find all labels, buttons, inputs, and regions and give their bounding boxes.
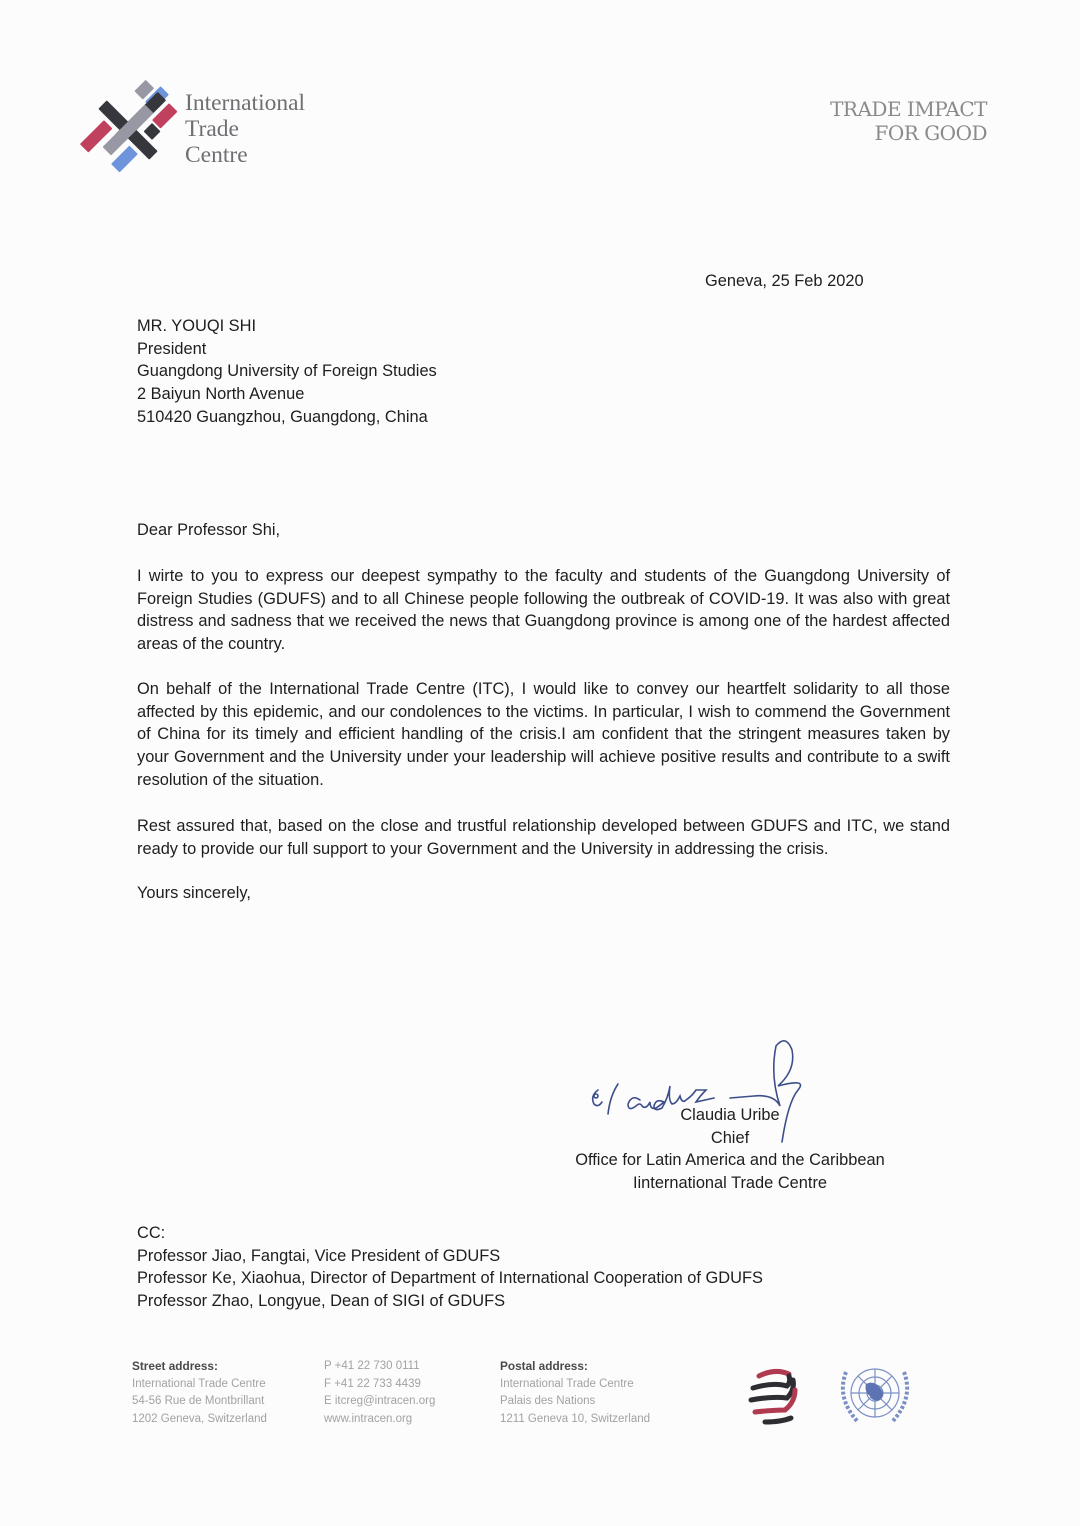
signatory-title: Chief [710, 1128, 750, 1147]
cc-list [137, 1222, 763, 1313]
recipient-city: 510420 Guangzhou, Guangdong, China [137, 407, 428, 426]
postal-address-line: 1211 Geneva 10, Switzerland [500, 1412, 651, 1425]
cc-label: CC: [137, 1224, 166, 1242]
tagline [830, 97, 987, 145]
tagline-line: FOR GOOD [874, 121, 987, 145]
fax: F +41 22 733 4439 [324, 1377, 421, 1390]
body-paragraph-3: Rest assured that, based on the close and trustful relationship developed between GDUFS and ITC, we stand ready to provide our full support to your Government and the University in addressing the crisis. [137, 817, 950, 858]
street-address-line: 1202 Geneva, Switzerland [132, 1412, 267, 1425]
street-address-label: Street address: [132, 1359, 218, 1373]
contact-info [324, 1358, 435, 1428]
body-paragraph-1: I wirte to you to express our deepest sympathy to the faculty and students of the Guangdong University of Foreign Studies (GDUFS) and to all Chinese people following the outbreak of COVID-19. It was also with great distress and sadness that we received the news that Guangdong province is among one of the hardest affected areas of the country. [137, 567, 950, 654]
postal-address-label: Postal address: [500, 1359, 588, 1373]
recipient-title: President [137, 339, 207, 358]
org-name [185, 90, 305, 168]
phone: P +41 22 730 0111 [324, 1360, 420, 1372]
postal-address [500, 1358, 650, 1428]
itc-logo-icon [78, 80, 178, 180]
email-link[interactable]: E itcreg@intracen.org [324, 1395, 436, 1407]
cc-item: Professor Zhao, Longyue, Dean of SIGI of GDUFS [137, 1292, 506, 1311]
letter-date: Geneva, 25 Feb 2020 [705, 272, 864, 290]
signatory-name: Claudia Uribe [680, 1106, 780, 1124]
un-emblem-icon [836, 1360, 914, 1430]
postal-address-line: International Trade Centre [500, 1377, 634, 1390]
tagline-line: TRADE IMPACT [830, 97, 987, 121]
recipient-institution: Guangdong University of Foreign Studies [137, 362, 437, 381]
postal-address-line: Palais des Nations [500, 1395, 596, 1407]
street-address [132, 1358, 267, 1428]
org-name-line: Trade [185, 116, 239, 142]
salutation: Dear Professor Shi, [137, 521, 281, 539]
org-name-line: Centre [185, 142, 248, 168]
recipient-street: 2 Baiyun North Avenue [137, 385, 305, 404]
org-name-line: International [185, 90, 306, 116]
street-address-line: International Trade Centre [132, 1377, 266, 1390]
website-link[interactable]: www.intracen.org [324, 1412, 413, 1425]
recipient-name: MR. YOUQI SHI [137, 317, 256, 335]
signatory-organization: Iinternational Trade Centre [632, 1174, 828, 1193]
wto-logo-icon [745, 1362, 810, 1427]
signature-block [560, 1104, 900, 1195]
body-paragraph-2: On behalf of the International Trade Centre (ITC), I would like to convey our heartfelt solidarity to all those affected by this epidemic, and our condolences to the victims. In particular, I wish to commend the Government of China for its timely and efficient handling of the crisis.I am confident that the stringent measures taken by your Government and the University under your leadership will achieve positive results and contribute to a swift resolution of the situation. [137, 680, 950, 789]
street-address-line: 54-56 Rue de Montbrillant [132, 1395, 265, 1407]
signatory-office: Office for Latin America and the Caribbean [575, 1151, 885, 1170]
recipient-address [137, 315, 437, 429]
closing: Yours sincerely, [137, 884, 251, 902]
cc-item: Professor Ke, Xiaohua, Director of Department of International Cooperation of GDUFS [137, 1269, 763, 1288]
cc-item: Professor Jiao, Fangtai, Vice President of GDUFS [137, 1246, 501, 1265]
